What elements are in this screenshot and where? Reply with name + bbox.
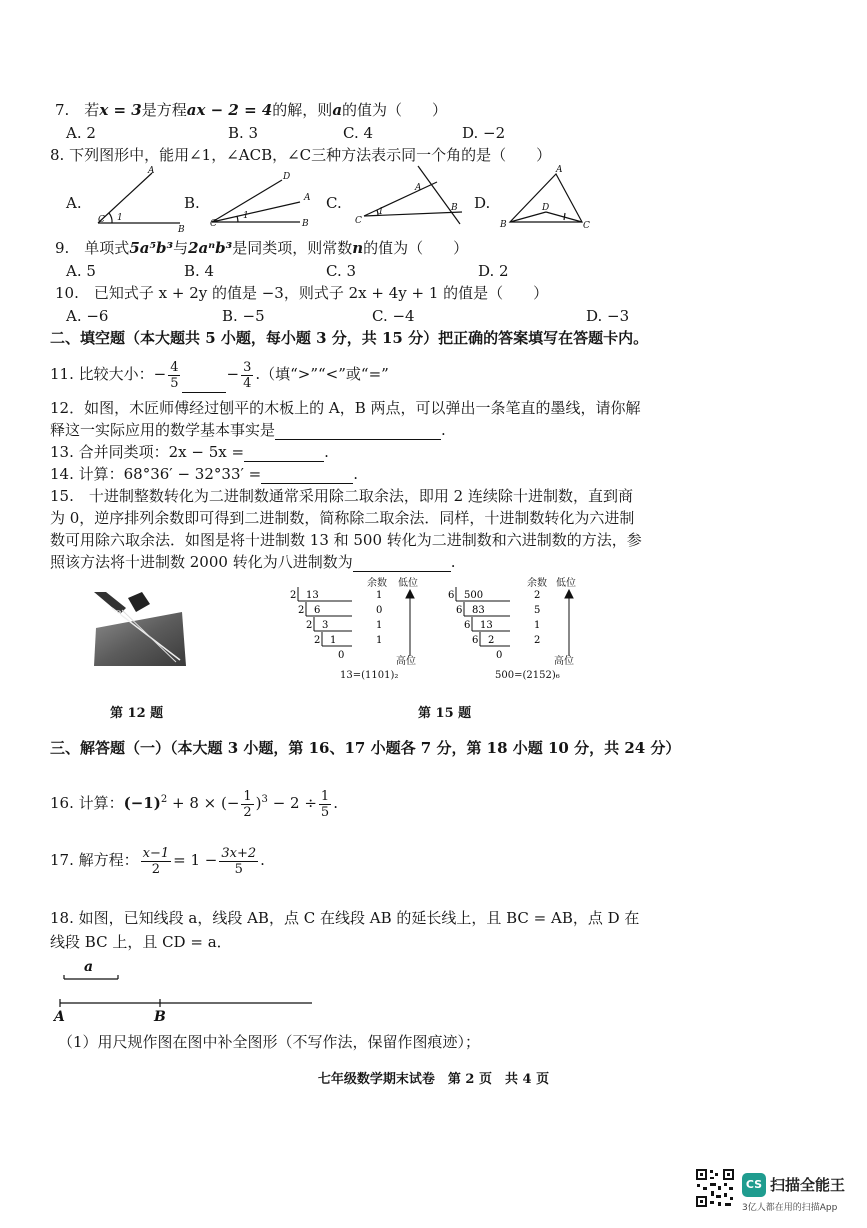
remainder-value: 1 (376, 590, 383, 601)
quotient-value: 0 (338, 650, 345, 661)
q13-line: 13. 合并同类项：2x − 5x = . (50, 443, 329, 461)
svg-text:C: C (210, 219, 217, 229)
quotient-value: 13 (306, 590, 319, 601)
q12-answer-blank[interactable] (275, 439, 441, 440)
quotient-value: 3 (322, 620, 329, 631)
q8-figure-b (212, 180, 300, 222)
svg-text:高位: 高位 (554, 656, 574, 667)
q9-option-b: B. 4 (184, 262, 215, 280)
divisor-digit: 2 (298, 605, 305, 616)
remainder-value: 2 (534, 590, 541, 601)
fig15-caption: 第 15 题 (418, 706, 472, 721)
remainder-value: 5 (534, 605, 541, 616)
label-point-a: A (54, 1009, 65, 1025)
divisor-digit: 2 (306, 620, 313, 631)
q9-option-a: A. 5 (66, 262, 96, 280)
fig15-left-result: 13=(1101)₂ (340, 670, 399, 681)
fig12-woodboard-photo (92, 588, 188, 668)
fig15-right-result: 500=(2152)₆ (495, 670, 560, 681)
camscanner-logo: CS (742, 1173, 766, 1197)
q8-angle-figures (0, 160, 867, 235)
section-3-heading: 三、解答题（一）（本大题 3 小题，第 16、17 小题各 7 分，第 18 小题 10 分，共 24 分） (50, 739, 681, 757)
q8-option-a: A. (66, 194, 82, 212)
q12-line-1: 12．如图，木匠师傅经过刨平的木板上的 A，B 两点，可以弹出一条笔直的墨线，请你解 (50, 399, 641, 417)
fig12-caption: 第 12 题 (110, 706, 164, 721)
svg-text:A: A (415, 183, 422, 193)
quotient-value: 0 (496, 650, 503, 661)
q8-option-d: D. (474, 194, 491, 212)
svg-text:B: B (302, 219, 309, 229)
svg-text:低位: 低位 (398, 578, 418, 589)
svg-text:余数: 余数 (367, 578, 387, 589)
q10-option-d: D. −3 (586, 307, 630, 325)
svg-text:C: C (98, 215, 105, 225)
divisor-digit: 6 (456, 605, 463, 616)
q9-option-c: C. 3 (326, 262, 357, 280)
section-2-heading: 二、填空题（本大题共 5 小题，每小题 3 分，共 15 分）把正确的答案填写在答题卡内。 (50, 329, 649, 347)
quotient-value: 500 (464, 590, 484, 601)
q12-line-2: 释这一实际应用的数学基本事实是 . (50, 421, 446, 439)
q14-answer-blank[interactable] (261, 483, 353, 484)
q9-stem: 9. 单项式5a⁵b³与2aⁿb³是同类项，则常数n的值为（ ） (55, 239, 469, 257)
quotient-value: 2 (488, 635, 495, 646)
page-footer: 七年级数学期末试卷 第 2 页 共 4 页 (317, 1072, 550, 1087)
q11-fraction-1: $\frac{4}{5}$ (170, 359, 179, 391)
divisor-digit: 6 (464, 620, 471, 631)
remainder-value: 1 (376, 635, 383, 646)
quotient-value: 83 (472, 605, 485, 616)
q18-line-1: 18. 如图，已知线段 a，线段 AB，点 C 在线段 AB 的延长线上，且 BC = AB，点 D 在 (50, 909, 640, 927)
q18-sub-question-1: （1）用尺规作图在图中补全图形（不写作法，保留作图痕迹）； (58, 1033, 481, 1051)
q8-option-b: B. (184, 194, 200, 212)
q17-equation: 17. 解方程： $\frac{x-1}{2}$ = 1 − $\frac{3x+2}{5}$ . (50, 845, 265, 877)
svg-text:高位: 高位 (396, 656, 416, 667)
svg-text:1: 1 (378, 207, 384, 217)
svg-text:D: D (542, 203, 550, 213)
svg-text:A: A (556, 165, 563, 175)
q18-segment-figure (50, 955, 330, 1025)
divisor-digit: 2 (314, 635, 321, 646)
q7-option-b: B. 3 (228, 124, 259, 142)
svg-text:B: B (500, 220, 507, 230)
svg-text:低位: 低位 (556, 578, 576, 589)
q10-option-c: C. −4 (372, 307, 415, 325)
q10-option-a: A. −6 (66, 307, 109, 325)
divisor-digit: 2 (290, 590, 297, 601)
q15-line-1: 15. 十进制整数转化为二进制数通常采用除二取余法，即用 2 连续除十进制数，直到商 (50, 487, 633, 505)
q13-answer-blank[interactable] (244, 461, 324, 462)
remainder-value: 0 (376, 605, 383, 616)
q18-line-2: 线段 BC 上，且 CD = a． (50, 933, 232, 951)
svg-text:1: 1 (243, 211, 249, 221)
q8-figure-a (98, 173, 180, 223)
q15-line-2: 为 0，逆序排列余数即可得到二进制数，简称除二取余法．同样，十进制数转化为六进制 (50, 509, 635, 527)
label-point-b: B (154, 1009, 166, 1025)
svg-text:B: B (451, 203, 458, 213)
fig12-point-b-label: B (114, 610, 122, 621)
q16-expression: 16. 计算：$(-1)^2 + 8$ × (− $\frac{1}{2}$ )$^3$ − 2 ÷ $\frac{1}{5}$ . (50, 788, 338, 820)
q7-option-c: C. 4 (343, 124, 374, 142)
q9-option-d: D. 2 (478, 262, 509, 280)
q7-stem: 7. 若x = 3是方程ax − 2 = 4的解，则a的值为（ ） (55, 101, 448, 119)
q8-stem: 8. 下列图形中，能用∠1，∠ACB，∠C三种方法表示同一个角的是（ ） (50, 146, 552, 164)
q10-stem: 10. 已知式子 x + 2y 的值是 −3，则式子 2x + 4y + 1 的值是（ ） (55, 284, 549, 302)
svg-text:A: A (148, 166, 155, 176)
svg-text:B: B (178, 225, 185, 235)
divisor-digit: 6 (448, 590, 455, 601)
divisor-digit: 6 (472, 635, 479, 646)
camscanner-subtitle: 3亿人都在用的扫描App (742, 1203, 838, 1213)
svg-text:A: A (304, 193, 311, 203)
svg-text:C: C (355, 216, 362, 226)
remainder-value: 1 (534, 620, 541, 631)
quotient-value: 1 (330, 635, 337, 646)
svg-text:1: 1 (117, 213, 123, 223)
fig15-left-division (290, 587, 382, 661)
quotient-value: 6 (314, 605, 321, 616)
svg-text:余数: 余数 (527, 578, 547, 589)
svg-text:D: D (283, 172, 291, 182)
svg-text:C: C (583, 221, 590, 231)
camscanner-title: 扫描全能王 (770, 1176, 846, 1194)
quotient-value: 13 (480, 620, 493, 631)
q11-fraction-2: $\frac{3}{4}$ (243, 359, 252, 391)
q10-option-b: B. −5 (222, 307, 265, 325)
remainder-value: 2 (534, 635, 541, 646)
q7-option-a: A. 2 (66, 124, 96, 142)
qr-code (694, 1167, 736, 1209)
q15-line-4: 照该方法将十进制数 2000 转化为八进制数为 . (50, 553, 456, 571)
fig15-right-division (448, 587, 540, 661)
fig15-conversion-diagram (280, 572, 600, 692)
q15-line-3: 数可用除六取余法．如图是将十进制数 13 和 500 转化为二进制数和六进制数的方法，参 (50, 531, 642, 549)
remainder-value: 1 (376, 620, 383, 631)
q11-stem: 11. 比较大小：− $\frac{4}{5}$ − $\frac{3}{4}$ .（填“>”“<”或“=” (50, 355, 389, 393)
label-a: a (84, 959, 94, 975)
q8-figure-d (510, 174, 582, 222)
q7-option-d: D. −2 (462, 124, 506, 142)
q8-option-c: C. (326, 194, 342, 212)
q14-line: 14. 计算：68°36′ − 32°33′ = . (50, 465, 359, 483)
